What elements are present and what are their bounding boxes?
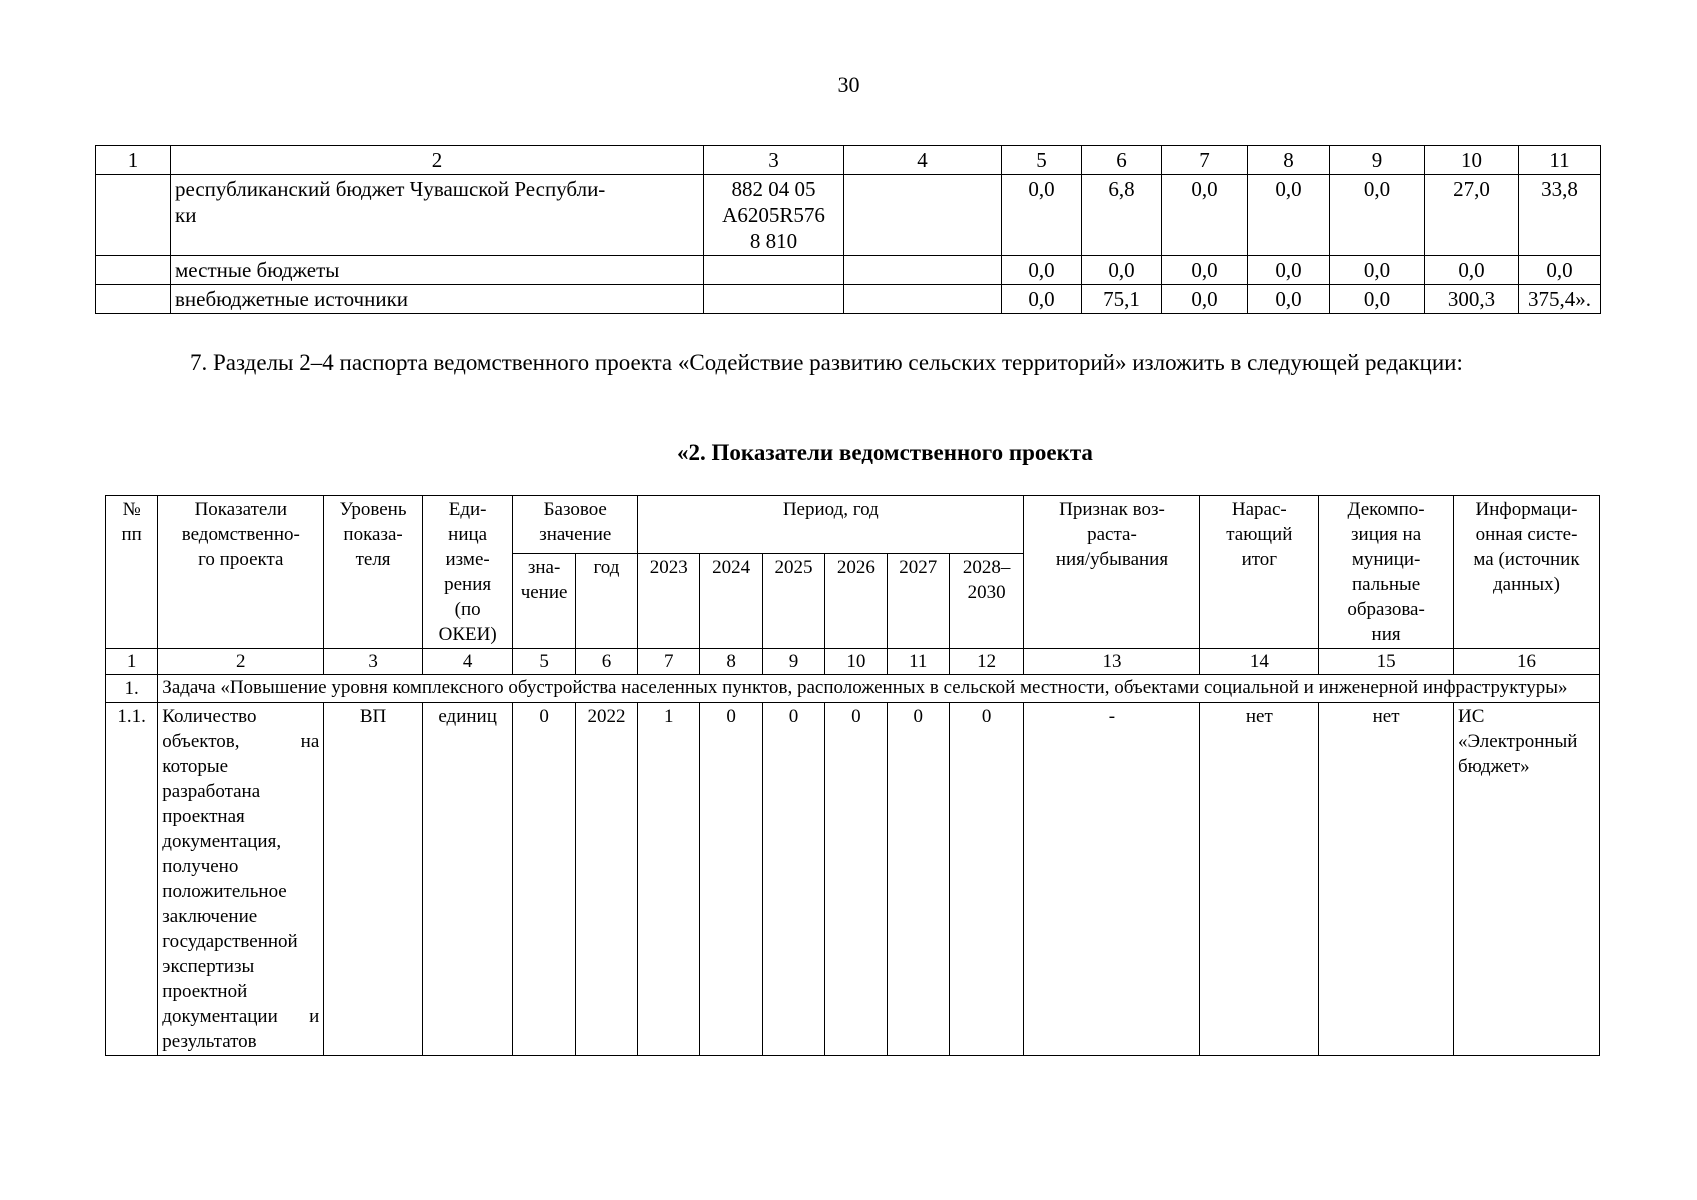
indicator-name: Количество объектов, на которые разработана проектная документация, получено положительное заключение государственной экспертизы проектной документации и результатов (158, 703, 324, 1056)
table-cell: 0,0 (1002, 285, 1082, 314)
col-number: 8 (700, 649, 762, 675)
header-base: Базовое значение (513, 496, 638, 554)
col-number: 15 (1319, 649, 1454, 675)
indicator-unit: единиц (422, 703, 513, 1056)
col-number: 12 (949, 649, 1024, 675)
table-cell (844, 256, 1002, 285)
indicator-value: 1 (638, 703, 700, 1056)
header-year: 2026 (825, 554, 887, 649)
col-header: 6 (1082, 146, 1162, 175)
indicator-value: 0 (762, 703, 824, 1056)
col-header: 11 (1519, 146, 1601, 175)
header-level: Уровень показа- теля (324, 496, 423, 649)
row-code (704, 256, 844, 285)
table-cell: 0,0 (1248, 256, 1330, 285)
section-heading: «2. Показатели ведомственного проекта (677, 440, 1093, 465)
indicators-header-row (106, 496, 1600, 554)
table-cell (96, 175, 171, 256)
table-cell: 0,0 (1248, 285, 1330, 314)
header-infosys: Информаци- онная систе- ма (источник данных) (1453, 496, 1599, 649)
header-indicator: Показатели ведомственно- го проекта (158, 496, 324, 649)
indicator-row (106, 703, 1600, 1056)
header-year: 2024 (700, 554, 762, 649)
indicator-level: ВП (324, 703, 423, 1056)
header-year: 2025 (762, 554, 824, 649)
col-number: 13 (1024, 649, 1200, 675)
col-number: 3 (324, 649, 423, 675)
col-number: 11 (887, 649, 949, 675)
table-cell: 0,0 (1002, 256, 1082, 285)
col-number: 5 (513, 649, 575, 675)
table-cell: 0,0 (1162, 285, 1248, 314)
indicator-value: 0 (700, 703, 762, 1056)
col-number: 16 (1453, 649, 1599, 675)
col-number: 14 (1200, 649, 1319, 675)
header-unit: Еди- ница изме- рения (по ОКЕИ) (422, 496, 513, 649)
header-cumulative: Нарас- тающий итог (1200, 496, 1319, 649)
table-cell: 0,0 (1082, 256, 1162, 285)
row-name: республиканский бюджет Чувашской Республи- ки (171, 175, 704, 256)
table-cell: 0,0 (1002, 175, 1082, 256)
table-row (96, 285, 1601, 314)
col-header: 1 (96, 146, 171, 175)
table-cell: 75,1 (1082, 285, 1162, 314)
col-header: 7 (1162, 146, 1248, 175)
header-year: 2027 (887, 554, 949, 649)
task-text: Задача «Повышение уровня комплексного обустройства населенных пунктов, расположенных в сельской местности, объектами социальной и инженерной инфраструктуры» (158, 675, 1600, 703)
table-cell: 0,0 (1330, 285, 1425, 314)
task-row (106, 675, 1600, 703)
indicator-cumulative: нет (1200, 703, 1319, 1056)
col-header: 10 (1425, 146, 1519, 175)
indicator-num: 1.1. (106, 703, 158, 1056)
table-cell: 27,0 (1425, 175, 1519, 256)
col-header: 4 (844, 146, 1002, 175)
table-cell: 0,0 (1330, 256, 1425, 285)
indicator-value: 0 (887, 703, 949, 1056)
row-code: 882 04 05 А6205R576 8 810 (704, 175, 844, 256)
amendment-paragraph: 7. Разделы 2–4 паспорта ведомственного проекта «Содействие развитию сельских территорий» изложить в следующей редакции: (190, 350, 1463, 375)
row-name: местные бюджеты (171, 256, 704, 285)
col-header: 2 (171, 146, 704, 175)
table-cell: 0,0 (1519, 256, 1601, 285)
table-cell: 375,4». (1519, 285, 1601, 314)
table-cell (96, 285, 171, 314)
col-header: 9 (1330, 146, 1425, 175)
col-number: 4 (422, 649, 513, 675)
col-header: 5 (1002, 146, 1082, 175)
indicator-value: 0 (825, 703, 887, 1056)
header-base-value: зна- чение (513, 554, 575, 649)
table-cell: 33,8 (1519, 175, 1601, 256)
task-num: 1. (106, 675, 158, 703)
header-base-year: год (575, 554, 637, 649)
header-decomp: Декомпо- зиция на муници- пальные образова- ния (1319, 496, 1454, 649)
table-cell (96, 256, 171, 285)
table-row (96, 175, 1601, 256)
indicator-base-year: 2022 (575, 703, 637, 1056)
table-cell: 0,0 (1330, 175, 1425, 256)
table-cell: 6,8 (1082, 175, 1162, 256)
col-number: 10 (825, 649, 887, 675)
indicators-table (105, 495, 1600, 1056)
column-numbers-row (106, 649, 1600, 675)
budget-table-header (96, 146, 1601, 175)
indicator-decomp: нет (1319, 703, 1454, 1056)
table-cell: 0,0 (1162, 175, 1248, 256)
budget-table (95, 145, 1601, 314)
table-cell: 0,0 (1425, 256, 1519, 285)
col-number: 7 (638, 649, 700, 675)
table-cell (844, 175, 1002, 256)
header-year: 2028– 2030 (949, 554, 1024, 649)
indicator-value: 0 (949, 703, 1024, 1056)
row-code (704, 285, 844, 314)
indicator-infosys: ИС «Электронный бюджет» (1453, 703, 1599, 1056)
col-number: 6 (575, 649, 637, 675)
table-cell (844, 285, 1002, 314)
table-cell: 0,0 (1248, 175, 1330, 256)
col-number: 1 (106, 649, 158, 675)
table-cell: 300,3 (1425, 285, 1519, 314)
indicator-sign: - (1024, 703, 1200, 1056)
header-num: № пп (106, 496, 158, 649)
col-number: 2 (158, 649, 324, 675)
header-period: Период, год (638, 496, 1024, 554)
row-name: внебюджетные источники (171, 285, 704, 314)
page-number: 30 (837, 72, 860, 97)
col-header: 8 (1248, 146, 1330, 175)
col-number: 9 (762, 649, 824, 675)
header-year: 2023 (638, 554, 700, 649)
col-header: 3 (704, 146, 844, 175)
header-sign: Признак воз- раста- ния/убывания (1024, 496, 1200, 649)
indicator-base-value: 0 (513, 703, 575, 1056)
table-row (96, 256, 1601, 285)
table-cell: 0,0 (1162, 256, 1248, 285)
